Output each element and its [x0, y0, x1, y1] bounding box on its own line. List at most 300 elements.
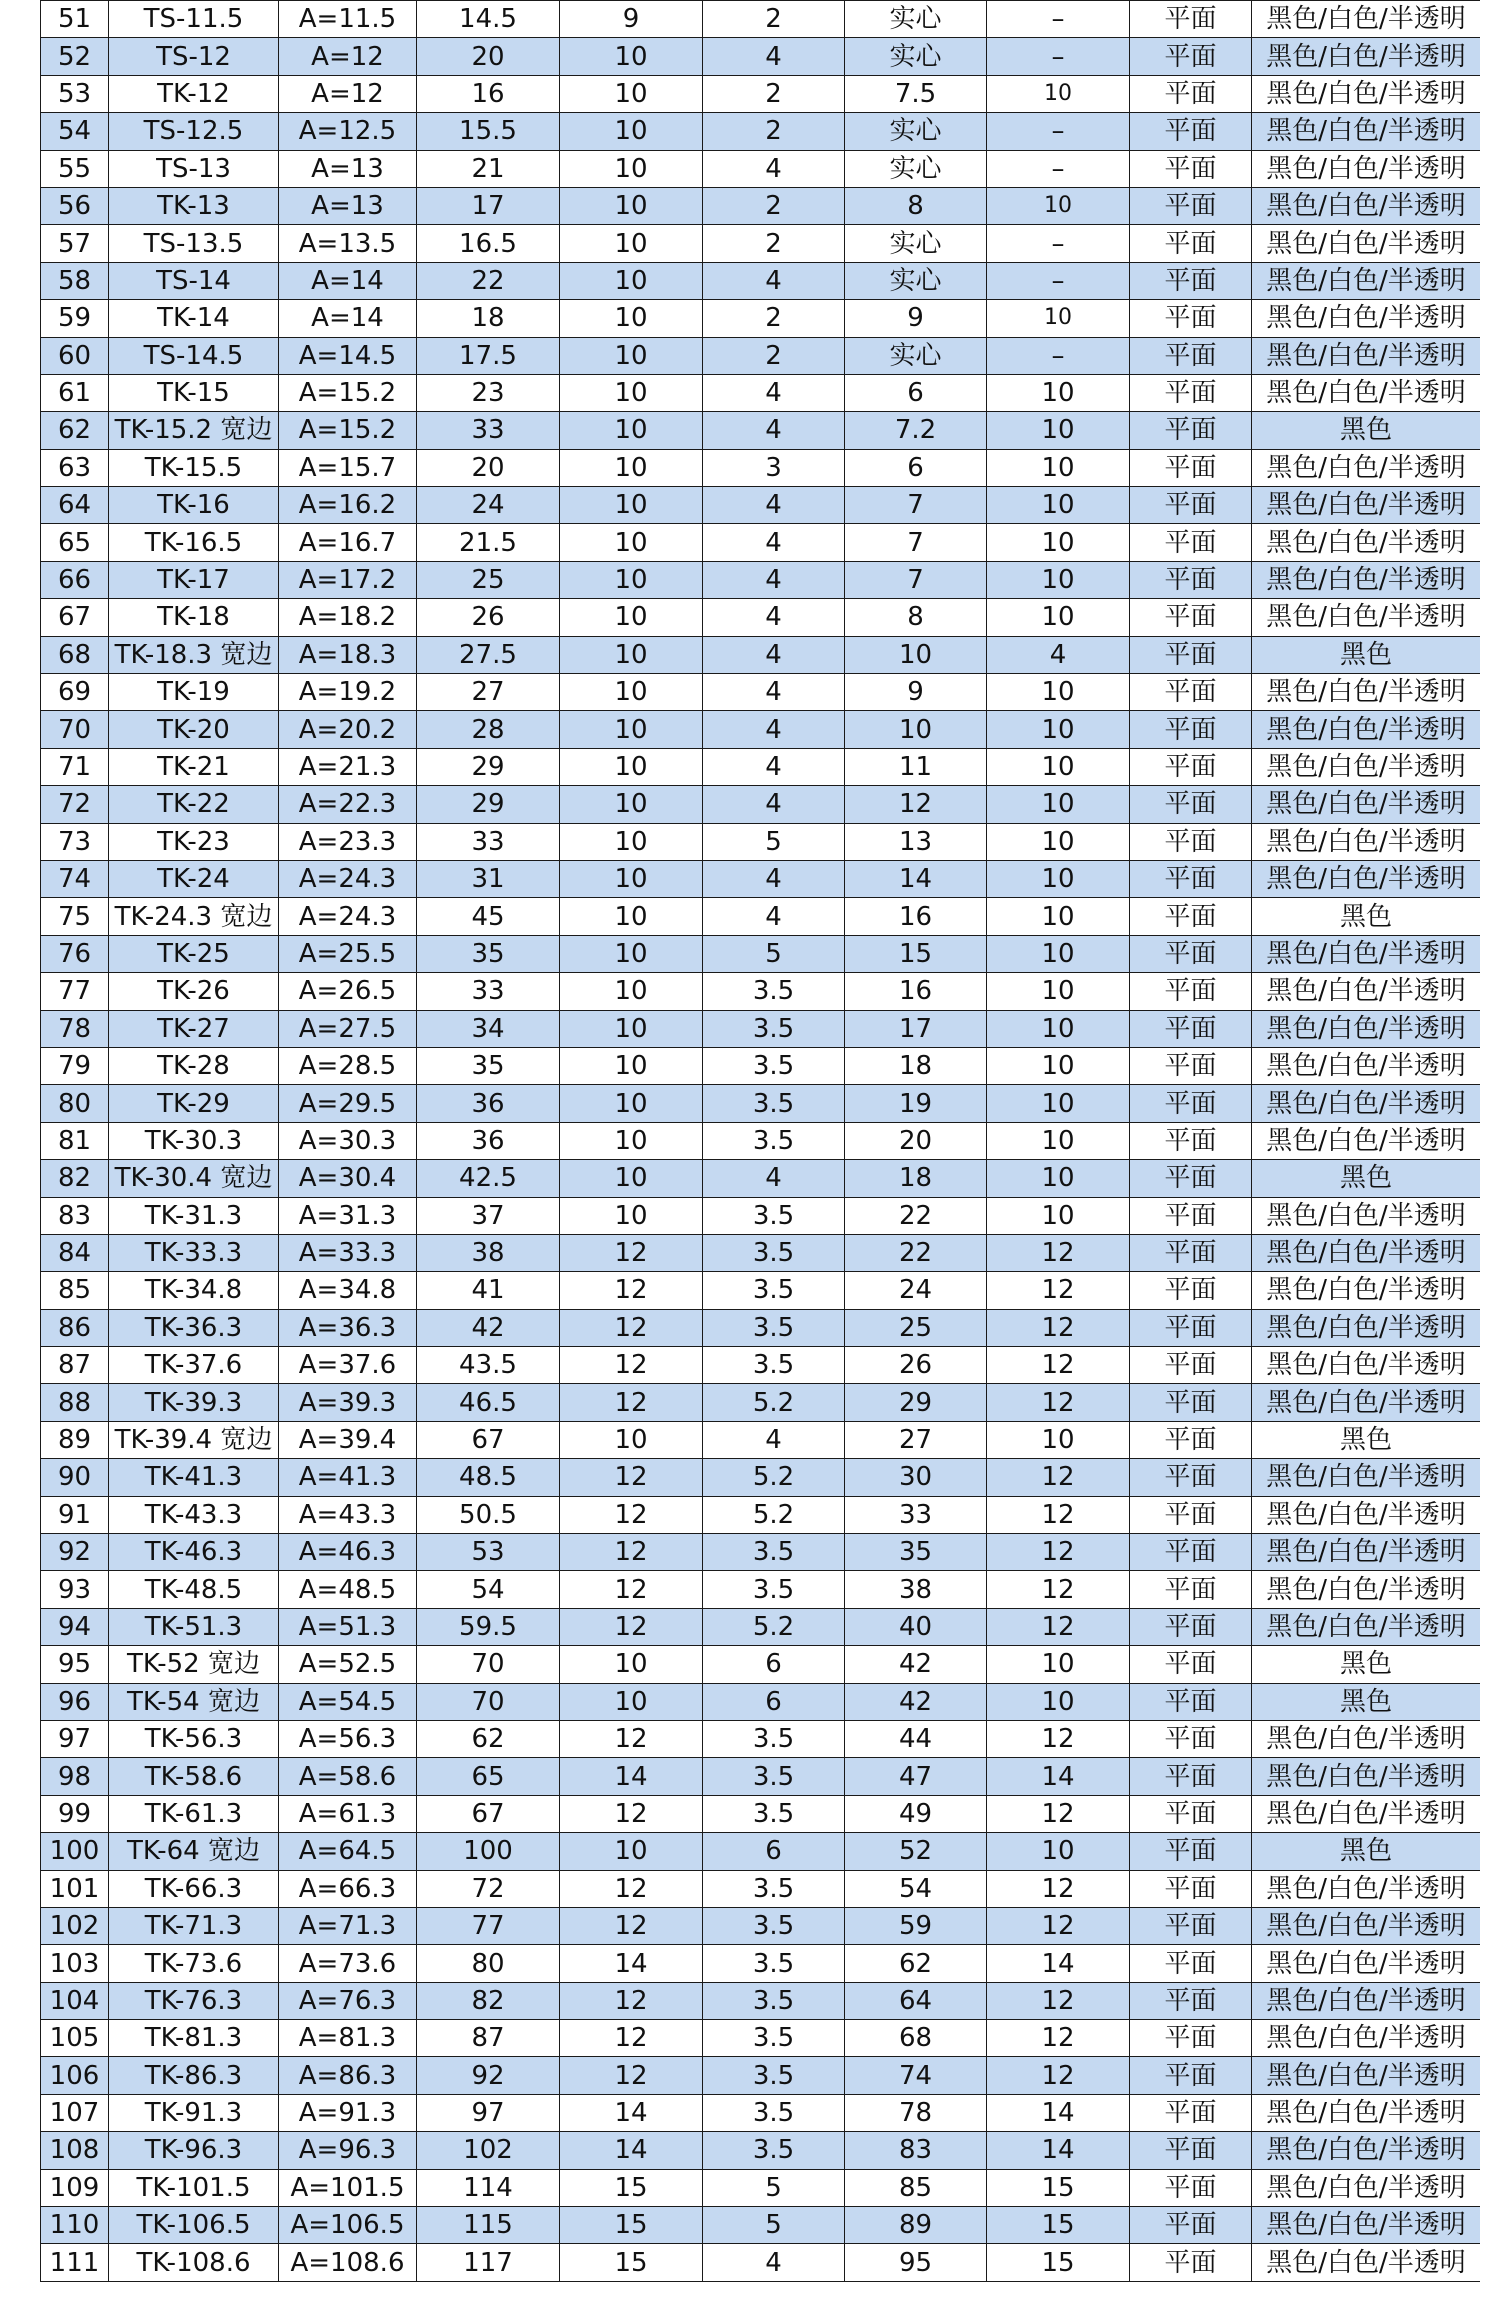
surface-cell: 平面 [1130, 2020, 1252, 2057]
dim-7-cell: 10 [987, 1085, 1130, 1122]
dim-3-cell: 21.5 [417, 524, 560, 561]
dim-7-cell: 10 [987, 75, 1130, 112]
model-cell: TK-39.3 [109, 1384, 279, 1421]
dim-5-cell: 4 [703, 262, 845, 299]
table-row [41, 1, 1481, 38]
size-a-cell: A=64.5 [279, 1833, 417, 1870]
dim-7-cell: 12 [987, 1534, 1130, 1571]
dim-3-cell: 115 [417, 2207, 560, 2244]
surface-cell: 平面 [1130, 561, 1252, 598]
dim-5-cell: 2 [703, 113, 845, 150]
dim-5-cell: 4 [703, 748, 845, 785]
dim-7-cell: 15 [987, 2244, 1130, 2281]
table-row [41, 1608, 1481, 1645]
row-number-cell: 102 [41, 1907, 109, 1944]
table-row [41, 300, 1481, 337]
surface-cell: 平面 [1130, 1, 1252, 38]
row-number-cell: 109 [41, 2169, 109, 2206]
dim-7-cell: 12 [987, 1234, 1130, 1271]
dim-7-cell: 10 [987, 674, 1130, 711]
surface-cell: 平面 [1130, 823, 1252, 860]
dim-3-cell: 72 [417, 1870, 560, 1907]
model-cell: TK-54 宽边 [109, 1683, 279, 1720]
dim-3-cell: 36 [417, 1085, 560, 1122]
color-cell: 黑色 [1252, 1683, 1481, 1720]
inner-cell: 89 [845, 2207, 987, 2244]
dim-4-cell: 12 [560, 1534, 703, 1571]
table-row [41, 1047, 1481, 1084]
table-row [41, 1309, 1481, 1346]
row-number-cell: 103 [41, 1945, 109, 1982]
model-cell: TK-30.4 宽边 [109, 1160, 279, 1197]
dim-4-cell: 10 [560, 1833, 703, 1870]
row-number-cell: 76 [41, 935, 109, 972]
dim-5-cell: 5.2 [703, 1384, 845, 1421]
size-a-cell: A=12 [279, 38, 417, 75]
inner-cell: 17 [845, 1010, 987, 1047]
surface-cell: 平面 [1130, 524, 1252, 561]
color-cell: 黑色/白色/半透明 [1252, 561, 1481, 598]
color-cell: 黑色 [1252, 1646, 1481, 1683]
dim-5-cell: 3.5 [703, 1234, 845, 1271]
model-cell: TS-11.5 [109, 1, 279, 38]
dim-7-cell: – [987, 337, 1130, 374]
row-number-cell: 93 [41, 1571, 109, 1608]
surface-cell: 平面 [1130, 1982, 1252, 2019]
dim-3-cell: 27.5 [417, 636, 560, 673]
surface-cell: 平面 [1130, 1384, 1252, 1421]
dim-3-cell: 53 [417, 1534, 560, 1571]
row-number-cell: 97 [41, 1720, 109, 1757]
dim-5-cell: 4 [703, 1421, 845, 1458]
inner-cell: 8 [845, 187, 987, 224]
row-number-cell: 81 [41, 1122, 109, 1159]
size-a-cell: A=13.5 [279, 225, 417, 262]
model-cell: TS-12 [109, 38, 279, 75]
dim-3-cell: 50.5 [417, 1496, 560, 1533]
dim-3-cell: 33 [417, 412, 560, 449]
table-row [41, 2169, 1481, 2206]
color-cell: 黑色/白色/半透明 [1252, 1945, 1481, 1982]
size-a-cell: A=76.3 [279, 1982, 417, 2019]
size-a-cell: A=26.5 [279, 973, 417, 1010]
dim-3-cell: 17.5 [417, 337, 560, 374]
dim-5-cell: 3.5 [703, 1571, 845, 1608]
row-number-cell: 92 [41, 1534, 109, 1571]
row-number-cell: 90 [41, 1459, 109, 1496]
dim-7-cell: 10 [987, 1010, 1130, 1047]
dim-5-cell: 2 [703, 75, 845, 112]
color-cell: 黑色/白色/半透明 [1252, 1347, 1481, 1384]
size-a-cell: A=86.3 [279, 2057, 417, 2094]
color-cell: 黑色/白色/半透明 [1252, 2132, 1481, 2169]
color-cell: 黑色/白色/半透明 [1252, 748, 1481, 785]
dim-3-cell: 48.5 [417, 1459, 560, 1496]
dim-5-cell: 3.5 [703, 1795, 845, 1832]
inner-cell: 22 [845, 1197, 987, 1234]
surface-cell: 平面 [1130, 150, 1252, 187]
row-number-cell: 99 [41, 1795, 109, 1832]
size-a-cell: A=39.4 [279, 1421, 417, 1458]
row-number-cell: 85 [41, 1272, 109, 1309]
size-a-cell: A=14.5 [279, 337, 417, 374]
size-a-cell: A=15.2 [279, 374, 417, 411]
size-a-cell: A=106.5 [279, 2207, 417, 2244]
dim-3-cell: 87 [417, 2020, 560, 2057]
inner-cell: 实心 [845, 225, 987, 262]
dim-5-cell: 4 [703, 561, 845, 598]
dim-7-cell: 14 [987, 1945, 1130, 1982]
dim-5-cell: 3.5 [703, 1010, 845, 1047]
dim-4-cell: 10 [560, 786, 703, 823]
size-a-cell: A=37.6 [279, 1347, 417, 1384]
table-row [41, 187, 1481, 224]
dim-4-cell: 10 [560, 38, 703, 75]
surface-cell: 平面 [1130, 636, 1252, 673]
dim-7-cell: 12 [987, 1496, 1130, 1533]
dim-5-cell: 2 [703, 1, 845, 38]
color-cell: 黑色/白色/半透明 [1252, 860, 1481, 897]
size-a-cell: A=29.5 [279, 1085, 417, 1122]
size-a-cell: A=91.3 [279, 2094, 417, 2131]
dim-4-cell: 12 [560, 1795, 703, 1832]
dim-4-cell: 12 [560, 1459, 703, 1496]
color-cell: 黑色 [1252, 898, 1481, 935]
dim-4-cell: 10 [560, 487, 703, 524]
table-row [41, 1571, 1481, 1608]
dim-3-cell: 24 [417, 487, 560, 524]
row-number-cell: 51 [41, 1, 109, 38]
inner-cell: 25 [845, 1309, 987, 1346]
dim-7-cell: 15 [987, 2169, 1130, 2206]
model-cell: TS-13 [109, 150, 279, 187]
dim-5-cell: 5.2 [703, 1496, 845, 1533]
size-a-cell: A=13 [279, 150, 417, 187]
inner-cell: 实心 [845, 38, 987, 75]
color-cell: 黑色/白色/半透明 [1252, 1197, 1481, 1234]
row-number-cell: 96 [41, 1683, 109, 1720]
dim-7-cell: 12 [987, 1795, 1130, 1832]
dim-3-cell: 29 [417, 748, 560, 785]
spec-table-body [41, 1, 1481, 2282]
table-row [41, 1496, 1481, 1533]
dim-7-cell: 10 [987, 1833, 1130, 1870]
model-cell: TK-37.6 [109, 1347, 279, 1384]
size-a-cell: A=41.3 [279, 1459, 417, 1496]
dim-7-cell: 15 [987, 2207, 1130, 2244]
row-number-cell: 83 [41, 1197, 109, 1234]
inner-cell: 33 [845, 1496, 987, 1533]
table-row [41, 1272, 1481, 1309]
surface-cell: 平面 [1130, 1347, 1252, 1384]
surface-cell: 平面 [1130, 1085, 1252, 1122]
model-cell: TK-91.3 [109, 2094, 279, 2131]
dim-7-cell: 12 [987, 1608, 1130, 1645]
size-a-cell: A=81.3 [279, 2020, 417, 2057]
row-number-cell: 82 [41, 1160, 109, 1197]
dim-3-cell: 114 [417, 2169, 560, 2206]
dim-3-cell: 17 [417, 187, 560, 224]
row-number-cell: 59 [41, 300, 109, 337]
model-cell: TK-41.3 [109, 1459, 279, 1496]
size-a-cell: A=66.3 [279, 1870, 417, 1907]
color-cell: 黑色/白色/半透明 [1252, 113, 1481, 150]
inner-cell: 14 [845, 860, 987, 897]
size-a-cell: A=15.2 [279, 412, 417, 449]
color-cell: 黑色/白色/半透明 [1252, 2094, 1481, 2131]
inner-cell: 10 [845, 636, 987, 673]
row-number-cell: 84 [41, 1234, 109, 1271]
surface-cell: 平面 [1130, 1160, 1252, 1197]
model-cell: TK-34.8 [109, 1272, 279, 1309]
table-row [41, 449, 1481, 486]
surface-cell: 平面 [1130, 1571, 1252, 1608]
row-number-cell: 57 [41, 225, 109, 262]
model-cell: TK-23 [109, 823, 279, 860]
table-row [41, 599, 1481, 636]
size-a-cell: A=31.3 [279, 1197, 417, 1234]
table-row [41, 524, 1481, 561]
dim-4-cell: 14 [560, 1945, 703, 1982]
dim-4-cell: 12 [560, 1608, 703, 1645]
dim-4-cell: 12 [560, 1907, 703, 1944]
row-number-cell: 74 [41, 860, 109, 897]
table-row [41, 1945, 1481, 1982]
surface-cell: 平面 [1130, 1197, 1252, 1234]
color-cell: 黑色/白色/半透明 [1252, 337, 1481, 374]
dim-4-cell: 10 [560, 860, 703, 897]
size-a-cell: A=22.3 [279, 786, 417, 823]
inner-cell: 18 [845, 1047, 987, 1084]
dim-4-cell: 12 [560, 1982, 703, 2019]
surface-cell: 平面 [1130, 1833, 1252, 1870]
surface-cell: 平面 [1130, 2094, 1252, 2131]
table-row [41, 1459, 1481, 1496]
dim-7-cell: 10 [987, 823, 1130, 860]
color-cell: 黑色/白色/半透明 [1252, 711, 1481, 748]
dim-4-cell: 10 [560, 1085, 703, 1122]
inner-cell: 49 [845, 1795, 987, 1832]
table-row [41, 1085, 1481, 1122]
model-cell: TK-66.3 [109, 1870, 279, 1907]
model-cell: TK-22 [109, 786, 279, 823]
size-a-cell: A=36.3 [279, 1309, 417, 1346]
dim-5-cell: 3.5 [703, 1758, 845, 1795]
inner-cell: 85 [845, 2169, 987, 2206]
model-cell: TK-86.3 [109, 2057, 279, 2094]
dim-4-cell: 10 [560, 374, 703, 411]
dim-7-cell: 10 [987, 786, 1130, 823]
size-a-cell: A=18.3 [279, 636, 417, 673]
color-cell: 黑色 [1252, 1421, 1481, 1458]
dim-3-cell: 20 [417, 38, 560, 75]
dim-3-cell: 15.5 [417, 113, 560, 150]
surface-cell: 平面 [1130, 711, 1252, 748]
row-number-cell: 65 [41, 524, 109, 561]
row-number-cell: 78 [41, 1010, 109, 1047]
dim-5-cell: 3.5 [703, 2094, 845, 2131]
size-a-cell: A=24.3 [279, 860, 417, 897]
surface-cell: 平面 [1130, 374, 1252, 411]
inner-cell: 95 [845, 2244, 987, 2281]
dim-5-cell: 4 [703, 38, 845, 75]
row-number-cell: 71 [41, 748, 109, 785]
dim-5-cell: 3.5 [703, 1720, 845, 1757]
dim-4-cell: 10 [560, 1683, 703, 1720]
dim-5-cell: 2 [703, 300, 845, 337]
model-cell: TK-26 [109, 973, 279, 1010]
row-number-cell: 95 [41, 1646, 109, 1683]
dim-4-cell: 10 [560, 973, 703, 1010]
model-cell: TK-76.3 [109, 1982, 279, 2019]
dim-5-cell: 5 [703, 935, 845, 972]
row-number-cell: 104 [41, 1982, 109, 2019]
dim-5-cell: 4 [703, 374, 845, 411]
dim-5-cell: 4 [703, 711, 845, 748]
size-a-cell: A=17.2 [279, 561, 417, 598]
dim-4-cell: 10 [560, 449, 703, 486]
dim-4-cell: 10 [560, 898, 703, 935]
dim-7-cell: 12 [987, 1459, 1130, 1496]
color-cell: 黑色/白色/半透明 [1252, 1758, 1481, 1795]
color-cell: 黑色/白色/半透明 [1252, 2207, 1481, 2244]
model-cell: TK-56.3 [109, 1720, 279, 1757]
color-cell: 黑色/白色/半透明 [1252, 1309, 1481, 1346]
size-a-cell: A=19.2 [279, 674, 417, 711]
table-row [41, 1010, 1481, 1047]
dim-3-cell: 92 [417, 2057, 560, 2094]
surface-cell: 平面 [1130, 337, 1252, 374]
dim-7-cell: 10 [987, 1122, 1130, 1159]
dim-3-cell: 28 [417, 711, 560, 748]
inner-cell: 8 [845, 599, 987, 636]
dim-5-cell: 2 [703, 187, 845, 224]
row-number-cell: 63 [41, 449, 109, 486]
inner-cell: 6 [845, 374, 987, 411]
dim-7-cell: 14 [987, 2132, 1130, 2169]
table-row [41, 823, 1481, 860]
dim-4-cell: 10 [560, 748, 703, 785]
color-cell: 黑色/白色/半透明 [1252, 1795, 1481, 1832]
size-a-cell: A=27.5 [279, 1010, 417, 1047]
color-cell: 黑色/白色/半透明 [1252, 2169, 1481, 2206]
model-cell: TK-48.5 [109, 1571, 279, 1608]
dim-5-cell: 4 [703, 1160, 845, 1197]
dim-5-cell: 4 [703, 2244, 845, 2281]
dim-7-cell: 12 [987, 2057, 1130, 2094]
color-cell: 黑色 [1252, 636, 1481, 673]
dim-4-cell: 10 [560, 935, 703, 972]
dim-7-cell: 10 [987, 1683, 1130, 1720]
row-number-cell: 52 [41, 38, 109, 75]
color-cell: 黑色/白色/半透明 [1252, 1010, 1481, 1047]
model-cell: TK-46.3 [109, 1534, 279, 1571]
row-number-cell: 105 [41, 2020, 109, 2057]
spec-table [40, 0, 1480, 2282]
table-row [41, 337, 1481, 374]
table-row [41, 1384, 1481, 1421]
dim-4-cell: 10 [560, 524, 703, 561]
dim-3-cell: 14.5 [417, 1, 560, 38]
surface-cell: 平面 [1130, 1945, 1252, 1982]
dim-3-cell: 70 [417, 1683, 560, 1720]
color-cell: 黑色 [1252, 1160, 1481, 1197]
dim-5-cell: 4 [703, 786, 845, 823]
dim-5-cell: 3.5 [703, 1272, 845, 1309]
dim-7-cell: – [987, 150, 1130, 187]
dim-7-cell: – [987, 113, 1130, 150]
dim-7-cell: 10 [987, 1646, 1130, 1683]
dim-7-cell: 10 [987, 599, 1130, 636]
dim-7-cell: 10 [987, 300, 1130, 337]
size-a-cell: A=52.5 [279, 1646, 417, 1683]
model-cell: TK-101.5 [109, 2169, 279, 2206]
dim-7-cell: 10 [987, 374, 1130, 411]
dim-5-cell: 4 [703, 898, 845, 935]
table-row [41, 113, 1481, 150]
dim-5-cell: 5.2 [703, 1459, 845, 1496]
dim-5-cell: 3.5 [703, 1122, 845, 1159]
model-cell: TK-71.3 [109, 1907, 279, 1944]
color-cell: 黑色/白色/半透明 [1252, 1, 1481, 38]
size-a-cell: A=25.5 [279, 935, 417, 972]
inner-cell: 59 [845, 1907, 987, 1944]
row-number-cell: 64 [41, 487, 109, 524]
dim-4-cell: 10 [560, 1122, 703, 1159]
size-a-cell: A=71.3 [279, 1907, 417, 1944]
dim-5-cell: 3.5 [703, 1197, 845, 1234]
row-number-cell: 56 [41, 187, 109, 224]
size-a-cell: A=54.5 [279, 1683, 417, 1720]
row-number-cell: 91 [41, 1496, 109, 1533]
model-cell: TK-81.3 [109, 2020, 279, 2057]
surface-cell: 平面 [1130, 1459, 1252, 1496]
dim-3-cell: 65 [417, 1758, 560, 1795]
dim-3-cell: 62 [417, 1720, 560, 1757]
size-a-cell: A=16.7 [279, 524, 417, 561]
row-number-cell: 66 [41, 561, 109, 598]
inner-cell: 54 [845, 1870, 987, 1907]
size-a-cell: A=56.3 [279, 1720, 417, 1757]
dim-5-cell: 6 [703, 1646, 845, 1683]
dim-7-cell: 10 [987, 561, 1130, 598]
size-a-cell: A=18.2 [279, 599, 417, 636]
surface-cell: 平面 [1130, 973, 1252, 1010]
inner-cell: 实心 [845, 150, 987, 187]
dim-3-cell: 35 [417, 935, 560, 972]
inner-cell: 10 [845, 711, 987, 748]
model-cell: TK-25 [109, 935, 279, 972]
dim-4-cell: 10 [560, 561, 703, 598]
dim-3-cell: 33 [417, 973, 560, 1010]
model-cell: TK-52 宽边 [109, 1646, 279, 1683]
color-cell: 黑色/白色/半透明 [1252, 38, 1481, 75]
model-cell: TK-20 [109, 711, 279, 748]
surface-cell: 平面 [1130, 2169, 1252, 2206]
table-row [41, 225, 1481, 262]
size-a-cell: A=39.3 [279, 1384, 417, 1421]
color-cell: 黑色/白色/半透明 [1252, 300, 1481, 337]
dim-4-cell: 10 [560, 337, 703, 374]
color-cell: 黑色/白色/半透明 [1252, 487, 1481, 524]
dim-7-cell: 10 [987, 973, 1130, 1010]
dim-3-cell: 42.5 [417, 1160, 560, 1197]
table-row [41, 2244, 1481, 2281]
dim-4-cell: 10 [560, 150, 703, 187]
inner-cell: 78 [845, 2094, 987, 2131]
table-row [41, 38, 1481, 75]
dim-7-cell: 12 [987, 1982, 1130, 2019]
